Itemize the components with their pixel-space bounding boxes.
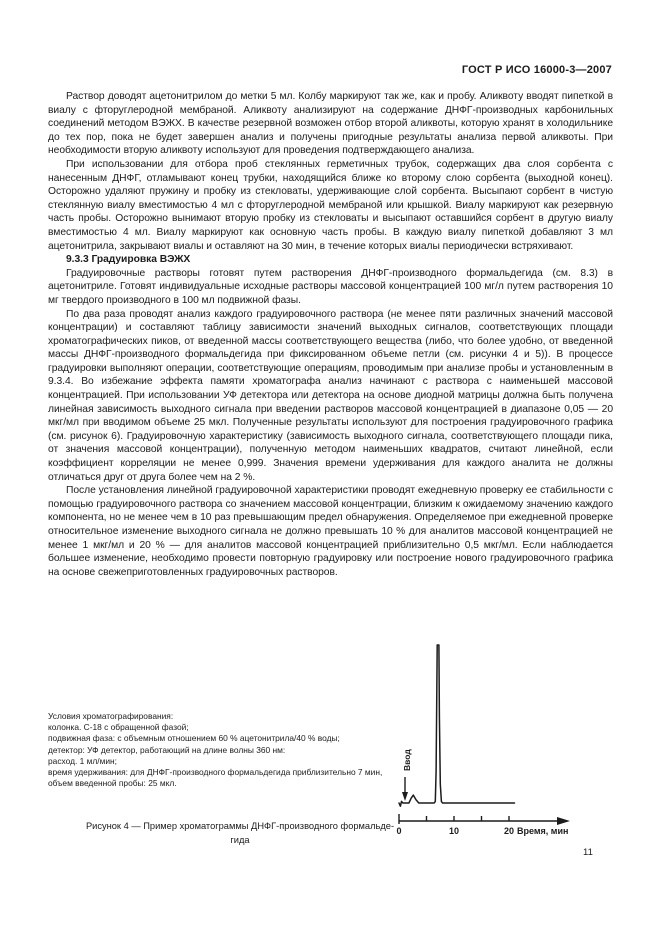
condition-line: расход. 1 мл/мин; [48, 755, 117, 766]
paragraph: По два раза проводят анализ каждого градуировочного раствора (не менее пяти различных значений массовой концентрации) и составляют таблицу зависимости значений выходных сигналов, соответствующих площади хроматографических пиков, от введенной массы соответствующего вещества (либо, что более удобно, от введенной массы ДНФГ-производного формальдегида при фиксированном объеме петли (см. рисунки 4 и 5)). В процессе градуировки выполняют операции, соответствующие операциям, проводимым при анализе пробы и установленным в 9.3.4. Во избежание эффекта памяти хроматографа анализ начинают с раствора с наименьшей массовой концентрацией. При использовании УФ детектора или детектора на основе диодной матрицы должна быть получена линейная зависимость выходного сигнала при введении растворов массовой концентрацией в диапазоне 0,05 — 20 мкг/мл при вводимом объеме 25 мкл. Полученные результаты используют для построения градуировочного графика (см. рисунок 6). Градуировочную характеристику (зависимость выходного сигнала, соответствующего площади пика, от значения массовой концентрации), полученную методом наименьших квадратов, считают линейной, если коэффициент корреляции не менее 0,999. Значения времени удерживания для каждого аналита не должны отличаться друг от друга более чем на 2 %. [48, 308, 613, 483]
page-number: 11 [583, 847, 593, 858]
condition-line: колонка. С-18 с обращенной фазой; [48, 722, 189, 733]
figure-caption [48, 820, 432, 847]
document-body [48, 90, 613, 579]
condition-line: детектор: УФ детектор, работающий на длине волны 360 нм: [48, 744, 286, 755]
injection-label: Ввод [402, 749, 412, 771]
condition-line: подвижная фаза: с объемным отношением 60 % ацетонитрила/40 % воды; [48, 733, 340, 744]
x-axis-tick-label: 0 [396, 826, 402, 836]
standard-number-header: ГОСТ Р ИСО 16000-3—2007 [461, 64, 612, 76]
x-axis-tick-label: 20 [503, 826, 515, 836]
injection-arrowhead [402, 792, 408, 801]
chromatogram-plot [380, 633, 580, 848]
paragraph: Градуировочные растворы готовят путем растворения ДНФГ-производного формальдегида (см. 8.3) в ацетонитриле. Готовят индивидуальные исходные растворы массовой концентрацией 100 мг/л путем растворения 10 мг твердого производного в 100 мл подвижной фазы. [48, 267, 613, 306]
chromatogram-trace [399, 645, 515, 806]
figure-caption-line2: гида [230, 834, 250, 845]
x-axis-arrowhead [557, 817, 570, 825]
paragraph: После установления линейной градуировочной характеристики проводят ежедневную проверку ее стабильности с помощью градуировочного раствора со значением массовой концентрации, близким к ожидаемому значению каждого компонента, но не менее чем в 10 раз превышающим предел обнаружения. Определяемое при ежедневной проверке относительное изменение выходного сигнала не должно превышать 10 % для аналитов массовой концентрацией не менее 1 мкг/мл и 20 % — для аналитов массовой концентрацией приблизительно 0,5 мкг/мл. Если наблюдается большее изменение, необходимо провести повторную градуировку или построение нового градуировочного графика на основе свежеприготовленных градуировочных растворов. [48, 485, 613, 578]
section-heading-9-3-3: 9.3.3 Градуировка ВЭЖХ [66, 254, 191, 266]
condition-line: объем введенной пробы: 25 мкл. [48, 778, 177, 789]
condition-line: Условия хроматографирования: [48, 711, 174, 721]
paragraph: При использовании для отбора проб стеклянных герметичных трубок, содержащих два слоя сорбента с нанесенным ДНФГ, отламывают конец трубки, находящийся ближе ко второму слою сорбента (выходной конец). Осторожно удаляют пружину и пробку из стекловаты, удерживающие слой сорбента. Высыпают сорбент в чистую стеклянную виалу вместимостью 4 мл с фторуглеродной мембраной или крышкой. Виалу маркируют как резервную часть пробы. Осторожно вынимают вторую пробку из стекловаты и высыпают оставшийся сорбент в другую виалу вместимостью 4 мл. Виалу маркируют как основную часть пробы. В каждую виалу пипеткой добавляют 3 мл ацетонитрила, закрывают виалы и оставляют на 30 мин, в течение которых виалы периодически встряхивают. [48, 158, 613, 252]
figure-caption-line1: Рисунок 4 — Пример хроматограммы ДНФГ-производного формальде- [85, 821, 395, 831]
condition-line: время удерживания: для ДНФГ-производного формальдегида приблизительно 7 мин, [48, 767, 383, 778]
x-axis-title: Время, мин [517, 826, 569, 836]
chromatogram-figure [380, 633, 580, 848]
paragraph: Раствор доводят ацетонитрилом до метки 5 мл. Колбу маркируют так же, как и пробу. Аликвоту вводят пипеткой в виалу с фторуглеродной мембраной. Аликвоту анализируют на содержание ДНФГ-производных карбонильных соединений методом ВЭЖХ. В качестве резервной возможен отбор второй аликвоты, которую хранят в холодильнике до тех пор, пока не будет завершен анализ и получены пригодные результаты анализа первой аликвоты. При необходимости вторую аликвоту используют для проведения подтверждающего анализа. [48, 91, 613, 157]
chromatography-conditions [48, 711, 396, 789]
x-axis-tick-label: 10 [448, 826, 460, 836]
